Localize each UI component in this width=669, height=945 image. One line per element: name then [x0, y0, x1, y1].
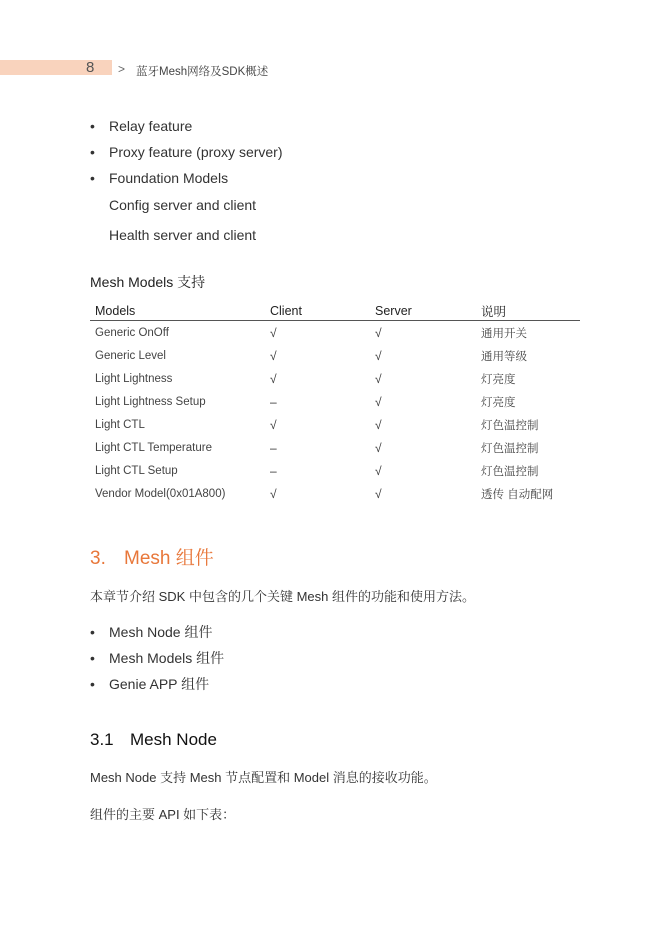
- list-item: • Foundation Models: [90, 165, 283, 191]
- table-row: [90, 459, 580, 482]
- client-cell: √: [270, 486, 277, 501]
- chapter-title: 蓝牙Mesh网络及SDK概述: [136, 66, 269, 78]
- client-cell: √: [270, 325, 277, 340]
- list-item: • Genie APP 组件: [90, 671, 224, 697]
- table-header-row: [90, 302, 580, 321]
- list-item: • Mesh Node 组件: [90, 619, 224, 645]
- client-cell: √: [270, 417, 277, 432]
- sub-item: Health server and client: [109, 227, 257, 243]
- description-cell: 灯色温控制: [481, 419, 539, 432]
- table-row: [90, 344, 580, 367]
- bullet-icon: •: [90, 676, 95, 692]
- subsection-title: Mesh Node: [130, 730, 217, 749]
- model-name-cell: Light CTL Setup: [95, 464, 178, 477]
- model-name-cell: Light CTL: [95, 418, 145, 431]
- paragraph: Mesh Node 支持 Mesh 节点配置和 Model 消息的接收功能。: [90, 770, 437, 785]
- column-header: Client: [265, 302, 370, 321]
- model-name-cell: Light Lightness: [95, 372, 173, 385]
- client-cell: √: [270, 348, 277, 363]
- column-header: Server: [370, 302, 476, 321]
- bullet-icon: •: [90, 118, 95, 134]
- description-cell: 通用开关: [481, 327, 527, 340]
- section-heading: [90, 543, 214, 570]
- server-cell: √: [375, 463, 382, 478]
- server-cell: √: [375, 417, 382, 432]
- subsection-number: 3.1: [90, 730, 114, 749]
- subsection-heading: [90, 730, 217, 750]
- column-header: 说明: [476, 302, 580, 321]
- column-header: Models: [90, 302, 265, 321]
- client-cell: –: [270, 440, 277, 455]
- header-accent-bar: [0, 60, 112, 75]
- feature-list: [90, 113, 283, 191]
- client-cell: √: [270, 371, 277, 386]
- paragraph: 组件的主要 API 如下表：: [90, 807, 236, 822]
- description-cell: 通用等级: [481, 350, 527, 363]
- model-name-cell: Generic Level: [95, 349, 166, 362]
- description-cell: 灯色温控制: [481, 465, 539, 478]
- page-number: 8: [86, 59, 95, 76]
- table-title: Mesh Models 支持: [90, 274, 206, 290]
- table-row: [90, 482, 580, 505]
- bullet-icon: •: [90, 170, 95, 186]
- table-row: [90, 321, 580, 345]
- server-cell: √: [375, 348, 382, 363]
- table-row: [90, 367, 580, 390]
- bullet-icon: •: [90, 650, 95, 666]
- sub-item: Config server and client: [109, 197, 257, 213]
- table-row: [90, 413, 580, 436]
- server-cell: √: [375, 371, 382, 386]
- section-title: Mesh 组件: [124, 548, 214, 569]
- list-item: • Proxy feature (proxy server): [90, 139, 283, 165]
- section-number: 3.: [90, 548, 106, 569]
- description-cell: 灯亮度: [481, 396, 516, 409]
- model-name-cell: Light CTL Temperature: [95, 441, 212, 454]
- model-name-cell: Vendor Model(0x01A800): [95, 487, 226, 500]
- bullet-icon: •: [90, 144, 95, 160]
- server-cell: √: [375, 486, 382, 501]
- component-list: [90, 619, 224, 697]
- model-name-cell: Generic OnOff: [95, 326, 169, 339]
- list-item: • Mesh Models 组件: [90, 645, 224, 671]
- server-cell: √: [375, 394, 382, 409]
- client-cell: –: [270, 463, 277, 478]
- header-separator: >: [118, 62, 126, 76]
- list-item: • Relay feature: [90, 113, 283, 139]
- table-row: [90, 390, 580, 413]
- models-table: [90, 302, 580, 505]
- client-cell: –: [270, 394, 277, 409]
- server-cell: √: [375, 325, 382, 340]
- model-name-cell: Light Lightness Setup: [95, 395, 206, 408]
- description-cell: 灯亮度: [481, 373, 516, 386]
- server-cell: √: [375, 440, 382, 455]
- description-cell: 灯色温控制: [481, 442, 539, 455]
- description-cell: 透传 自动配网: [481, 488, 554, 501]
- section-intro: 本章节介绍 SDK 中包含的几个关键 Mesh 组件的功能和使用方法。: [90, 589, 475, 604]
- table-row: [90, 436, 580, 459]
- bullet-icon: •: [90, 624, 95, 640]
